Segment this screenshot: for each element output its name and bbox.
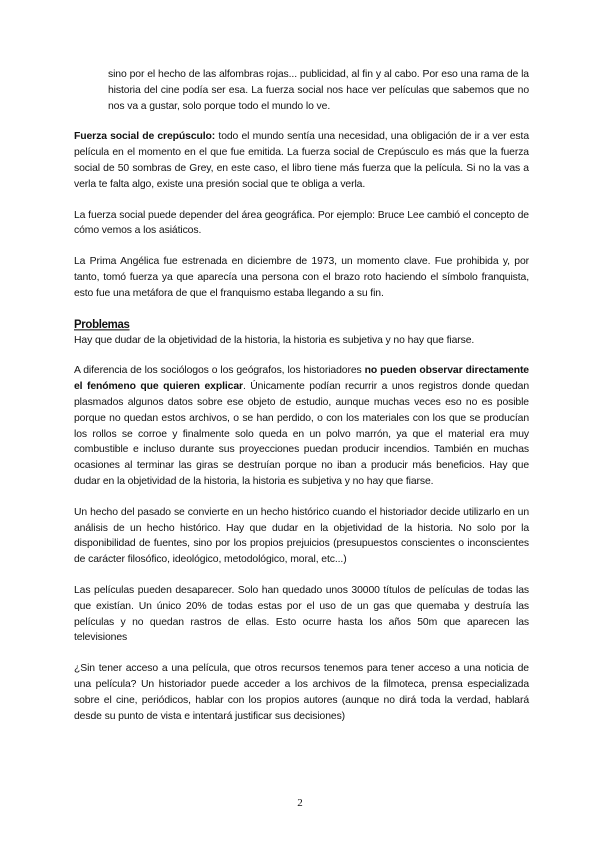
crepusculo-text: todo el mundo sentía una necesidad, una obligación de ir a ver esta película en el momento en el que fue emitida. La fuerza social de Crepúsculo es más que la fuerza social de 50 sombras de Grey, en este caso, el libro tiene más fuerza que la película. Si no la vas a verla te falta algo, existe una presión social que te obliga a verla. xyxy=(74,131,529,190)
paragraph-geographic: La fuerza social puede depender del área geográfica. Por ejemplo: Bruce Lee cambió el concepto de cómo vemos a los asiáticos. xyxy=(74,209,529,237)
paragraph-doubt: Hay que dudar de la objetividad de la historia, la historia es subjetiva y no hay que fiarse. xyxy=(74,334,475,346)
historians-text-b: . Únicamente podían recurrir a unos registros donde quedan plasmados algunos datos sobre ese objeto de estudio, aunque muchas veces eso no es posible porque no quedan estos archivos, o se han perdido, o con los materiales con los que se producían los rollos se corroe y finalmente solo queda en un polvo marrón, ya que el material era muy combustible e incluso durante sus proyecciones puedan producir incendios. También en muchas ocasiones al terminar las giras se destruían porque no iban a producir más beneficios. Hay que dudar en la objetividad de la historia, la historia es subjetiva y no hay que fiarse. xyxy=(74,381,529,487)
paragraph-films-disappear: Las películas pueden desaparecer. Solo han quedado unos 30000 títulos de películas de todas las que existían. Un único 20% de todas estas por el uso de un gas que quemaba y destruía las películas y no quedan rastros de ellas. Esto ocurre hasta los años 50m que aparecen las televisiones xyxy=(74,584,529,644)
crepusculo-term: Fuerza social de crepúsculo: xyxy=(74,131,216,143)
paragraph-crepusculo xyxy=(74,129,529,192)
historians-bold: no pueden observar directamente el fenómeno que quieren explicar xyxy=(74,365,529,393)
section-heading: Problemas xyxy=(74,318,130,332)
page-content xyxy=(74,67,529,724)
paragraph-prima-angelica: La Prima Angélica fue estrenada en diciembre de 1973, un momento clave. Fue prohibida y, por tanto, tomó fuerza ya que aparecía una persona con el brazo roto haciendo el símbolo franquista, esto fue una metáfora de que el franquismo estaba llegando a su fin. xyxy=(74,256,529,299)
paragraph-red-carpet: sino por el hecho de las alfombras rojas... publicidad, al fin y al cabo. Por eso una rama de la historia del cine podía ser esa. La fuerza social nos hace ver películas que sabemos que no nos va a gustar, solo porque todo el mundo lo ve. xyxy=(108,69,529,112)
paragraph-resources: ¿Sin tener acceso a una película, que otros recursos tenemos para tener acceso a una noticia de una película? Un historiador puede acceder a los archivos de la filmoteca, prensa especializada sobre el cine, periódicos, hablar con los propios autores (aunque no dirá toda la verdad, hablará desde su punto de vista e intentará justificar sus decisiones) xyxy=(74,663,529,722)
paragraph-historians xyxy=(74,363,529,489)
paragraph-historical-fact: Un hecho del pasado se convierte en un hecho histórico cuando el historiador decide utilizarlo en un análisis de un hecho histórico. Hay que dudar en la objetividad de la historia. No solo por la disponibilidad de fuentes, sino por los propios prejuicios (presupuestos conscientes o inconscientes de carácter filosófico, ideológico, metodológico, moral, etc...) xyxy=(74,506,529,566)
historians-text-a: A diferencia de los sociólogos o los geógrafos, los historiadores xyxy=(74,365,365,377)
page-number: 2 xyxy=(297,797,303,809)
